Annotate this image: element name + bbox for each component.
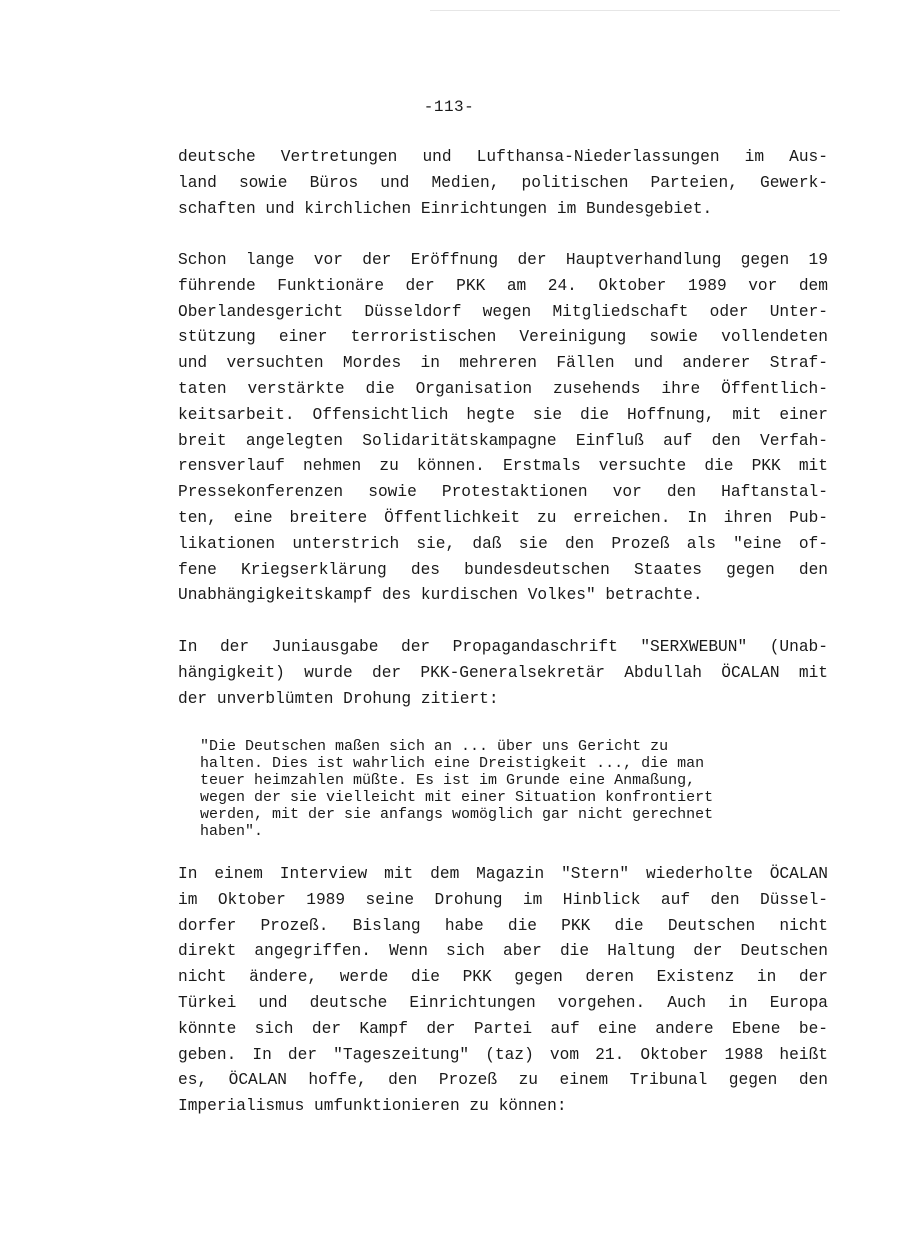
text-line: rensverlauf nehmen zu können. Erstmals versuchte die PKK mit [178,457,828,476]
page-number: -113- [423,98,475,116]
text-line: direkt angegriffen. Wenn sich aber die Haltung der Deutschen [178,942,828,961]
paragraph-1 [178,145,828,222]
quote-line: halten. Dies ist wahrlich eine Dreistigkeit ..., die man [200,755,705,772]
text-line: breit angelegten Solidaritätskampagne Einfluß auf den Verfah- [178,431,828,450]
text-line: land sowie Büros und Medien, politischen Parteien, Gewerk- [178,173,828,192]
text-line: ten, eine breitere Öffentlichkeit zu erreichen. In ihren Pub- [178,508,828,527]
text-line: Oberlandesgericht Düsseldorf wegen Mitgliedschaft oder Unter- [178,302,828,321]
text-line: hängigkeit) wurde der PKK-Generalsekretär Abdullah ÖCALAN mit [178,663,828,682]
text-line: keitsarbeit. Offensichtlich hegte sie die Hoffnung, mit einer [178,405,828,424]
block-quote [200,738,810,840]
text-line: führende Funktionäre der PKK am 24. Oktober 1989 vor dem [178,276,828,295]
text-line: Imperialismus umfunktionieren zu können: [178,1097,567,1116]
text-line: taten verstärkte die Organisation zusehends ihre Öffentlich- [178,379,828,398]
text-line: Türkei und deutsche Einrichtungen vorgehen. Auch in Europa [178,993,828,1012]
paragraph-3 [178,635,828,712]
quote-line: wegen der sie vielleicht mit einer Situation konfrontiert [200,789,714,806]
text-line: der unverblümten Drohung zitiert: [178,689,499,708]
paragraph-2 [178,248,828,609]
quote-line: teuer heimzahlen müßte. Es ist im Grunde eine Anmaßung, [200,772,696,789]
text-line: In einem Interview mit dem Magazin "Stern" wiederholte ÖCALAN [178,865,828,883]
quote-line: "Die Deutschen maßen sich an ... über uns Gericht zu [200,738,669,755]
text-line: könnte sich der Kampf der Partei auf eine andere Ebene be- [178,1019,828,1038]
text-line: likationen unterstrich sie, daß sie den Prozeß als "eine of- [178,534,828,553]
text-line: Unabhängigkeitskampf des kurdischen Volkes" betrachte. [178,586,703,605]
text-line: nicht ändere, werde die PKK gegen deren Existenz in der [178,968,828,987]
text-line: im Oktober 1989 seine Drohung im Hinblick auf den Düssel- [178,890,828,909]
text-line: es, ÖCALAN hoffe, den Prozeß zu einem Tribunal gegen den [178,1071,828,1090]
text-line: Pressekonferenzen sowie Protestaktionen vor den Haftanstal- [178,483,828,502]
text-line: und versuchten Mordes in mehreren Fällen und anderer Straf- [178,354,828,373]
text-line: fene Kriegserklärung des bundesdeutschen Staates gegen den [178,560,828,579]
quote-line: werden, mit der sie anfangs womöglich gar nicht gerechnet [200,806,714,823]
text-line: In der Juniausgabe der Propagandaschrift "SERXWEBUN" (Unab- [178,638,828,656]
text-line: dorfer Prozeß. Bislang habe die PKK die Deutschen nicht [178,916,828,935]
text-line: Schon lange vor der Eröffnung der Hauptverhandlung gegen 19 [178,251,828,269]
text-line: schaften und kirchlichen Einrichtungen im Bundesgebiet. [178,199,713,218]
scan-edge-line [430,10,840,11]
quote-line: haben". [200,823,264,840]
text-line: stützung einer terroristischen Vereinigung sowie vollendeten [178,328,828,347]
text-line: geben. In der "Tageszeitung" (taz) vom 21. Oktober 1988 heißt [178,1045,828,1064]
text-line: deutsche Vertretungen und Lufthansa-Niederlassungen im Aus- [178,148,828,166]
paragraph-4 [178,862,828,1120]
